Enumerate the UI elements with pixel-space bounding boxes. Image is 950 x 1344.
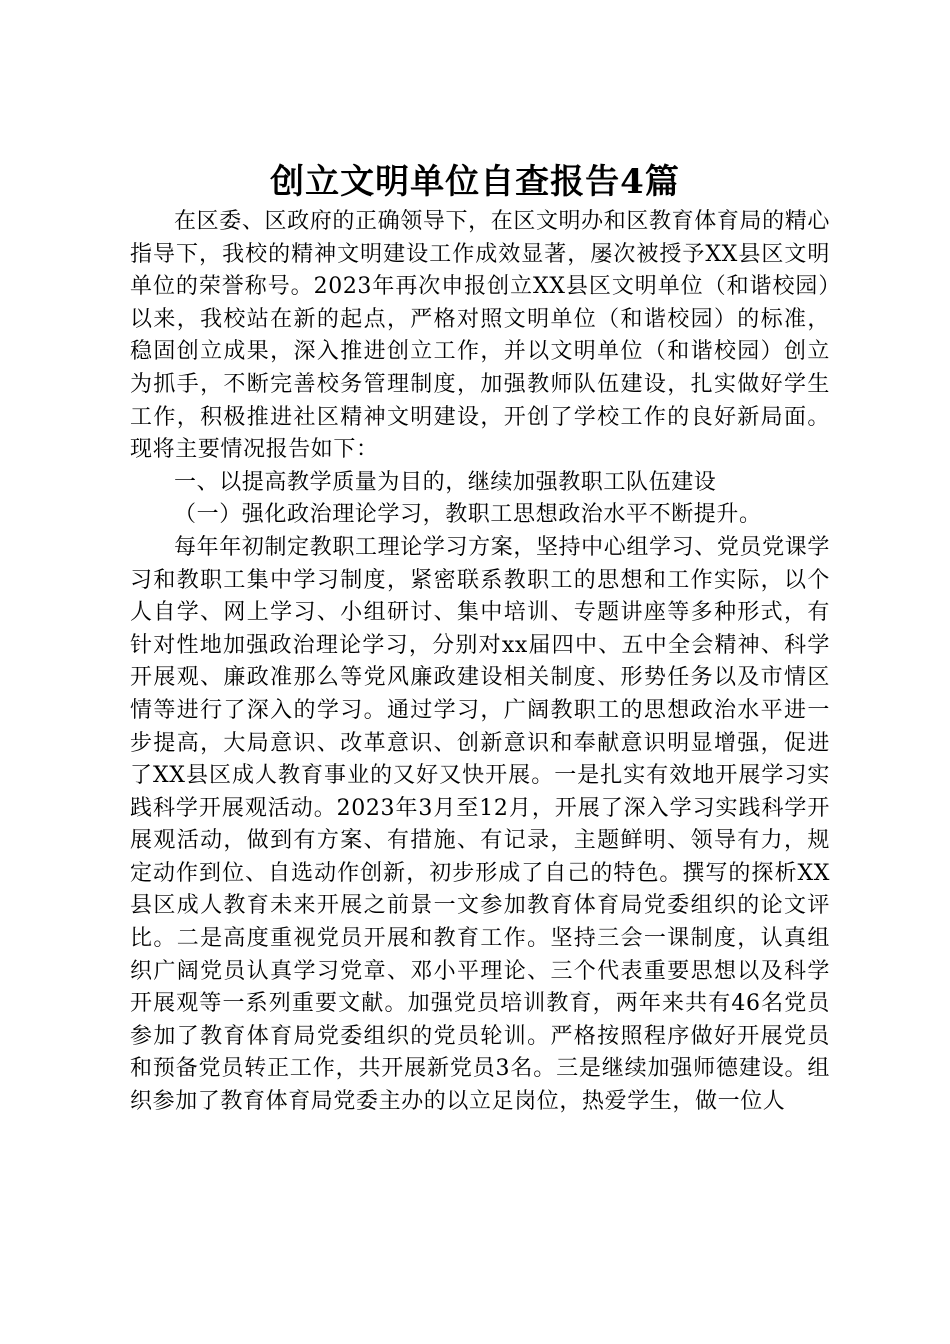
subsection-heading-1: （一）强化政治理论学习，教职工思想政治水平不断提升。 — [174, 502, 762, 528]
section-heading-1: 一、以提高教学质量为目的，继续加强教职工队伍建设 — [174, 469, 717, 495]
document-body — [130, 206, 830, 1119]
document-title: 创立文明单位自查报告4篇 — [270, 162, 680, 202]
paragraph-intro: 在区委、区政府的正确领导下，在区文明办和区教育体育局的精心指导下，我校的精神文明建设工作成效显著，屡次被授予XX县区文明单位的荣誉称号。2023年再次申报创立XX县区文明单位（和谐校园）以来，我校站在新的起点，严格对照文明单位（和谐校园）的标准，稳固创立成果，深入推进创立工作，并以文明单位（和谐校园）创立为抓手，不断完善校务管理制度，加强教师队伍建设，扎实做好学生工作，积极推进社区精神文明建设，开创了学校工作的良好新局面。现将主要情况报告如下： — [130, 209, 830, 463]
paragraph-body: 每年年初制定教职工理论学习方案，坚持中心组学习、党员党课学习和教职工集中学习制度，紧密联系教职工的思想和工作实际，以个人自学、网上学习、小组研讨、集中培训、专题讲座等多种形式，有针对性地加强政治理论学习，分别对xx届四中、五中全会精神、科学开展观、廉政准那么等党风廉政建设相关制度、形势任务以及市情区情等进行了深入的学习。通过学习，广阔教职工的思想政治水平进一步提高，大局意识、改革意识、创新意识和奉献意识明显增强，促进了XX县区成人教育事业的又好又快开展。一是扎实有效地开展学习实践科学开展观活动。2023年3月至12月，开展了深入学习实践科学开展观活动，做到有方案、有措施、有记录，主题鲜明、领导有力，规定动作到位、自选动作创新，初步形成了自己的特色。撰写的探析XX县区成人教育未来开展之前景一文参加教育体育局党委组织的论文评比。二是高度重视党员开展和教育工作。坚持三会一课制度，认真组织广阔党员认真学习党章、邓小平理论、三个代表重要思想以及科学开展观等一系列重要文献。加强党员培训教育，两年来共有46名党员参加了教育体育局党委组织的党员轮训。严格按照程序做好开展党员和预备党员转正工作，共开展新党员3名。三是继续加强师德建设。组织参加了教育体育局党委主办的以立足岗位，热爱学生，做一位人 — [130, 534, 830, 1115]
